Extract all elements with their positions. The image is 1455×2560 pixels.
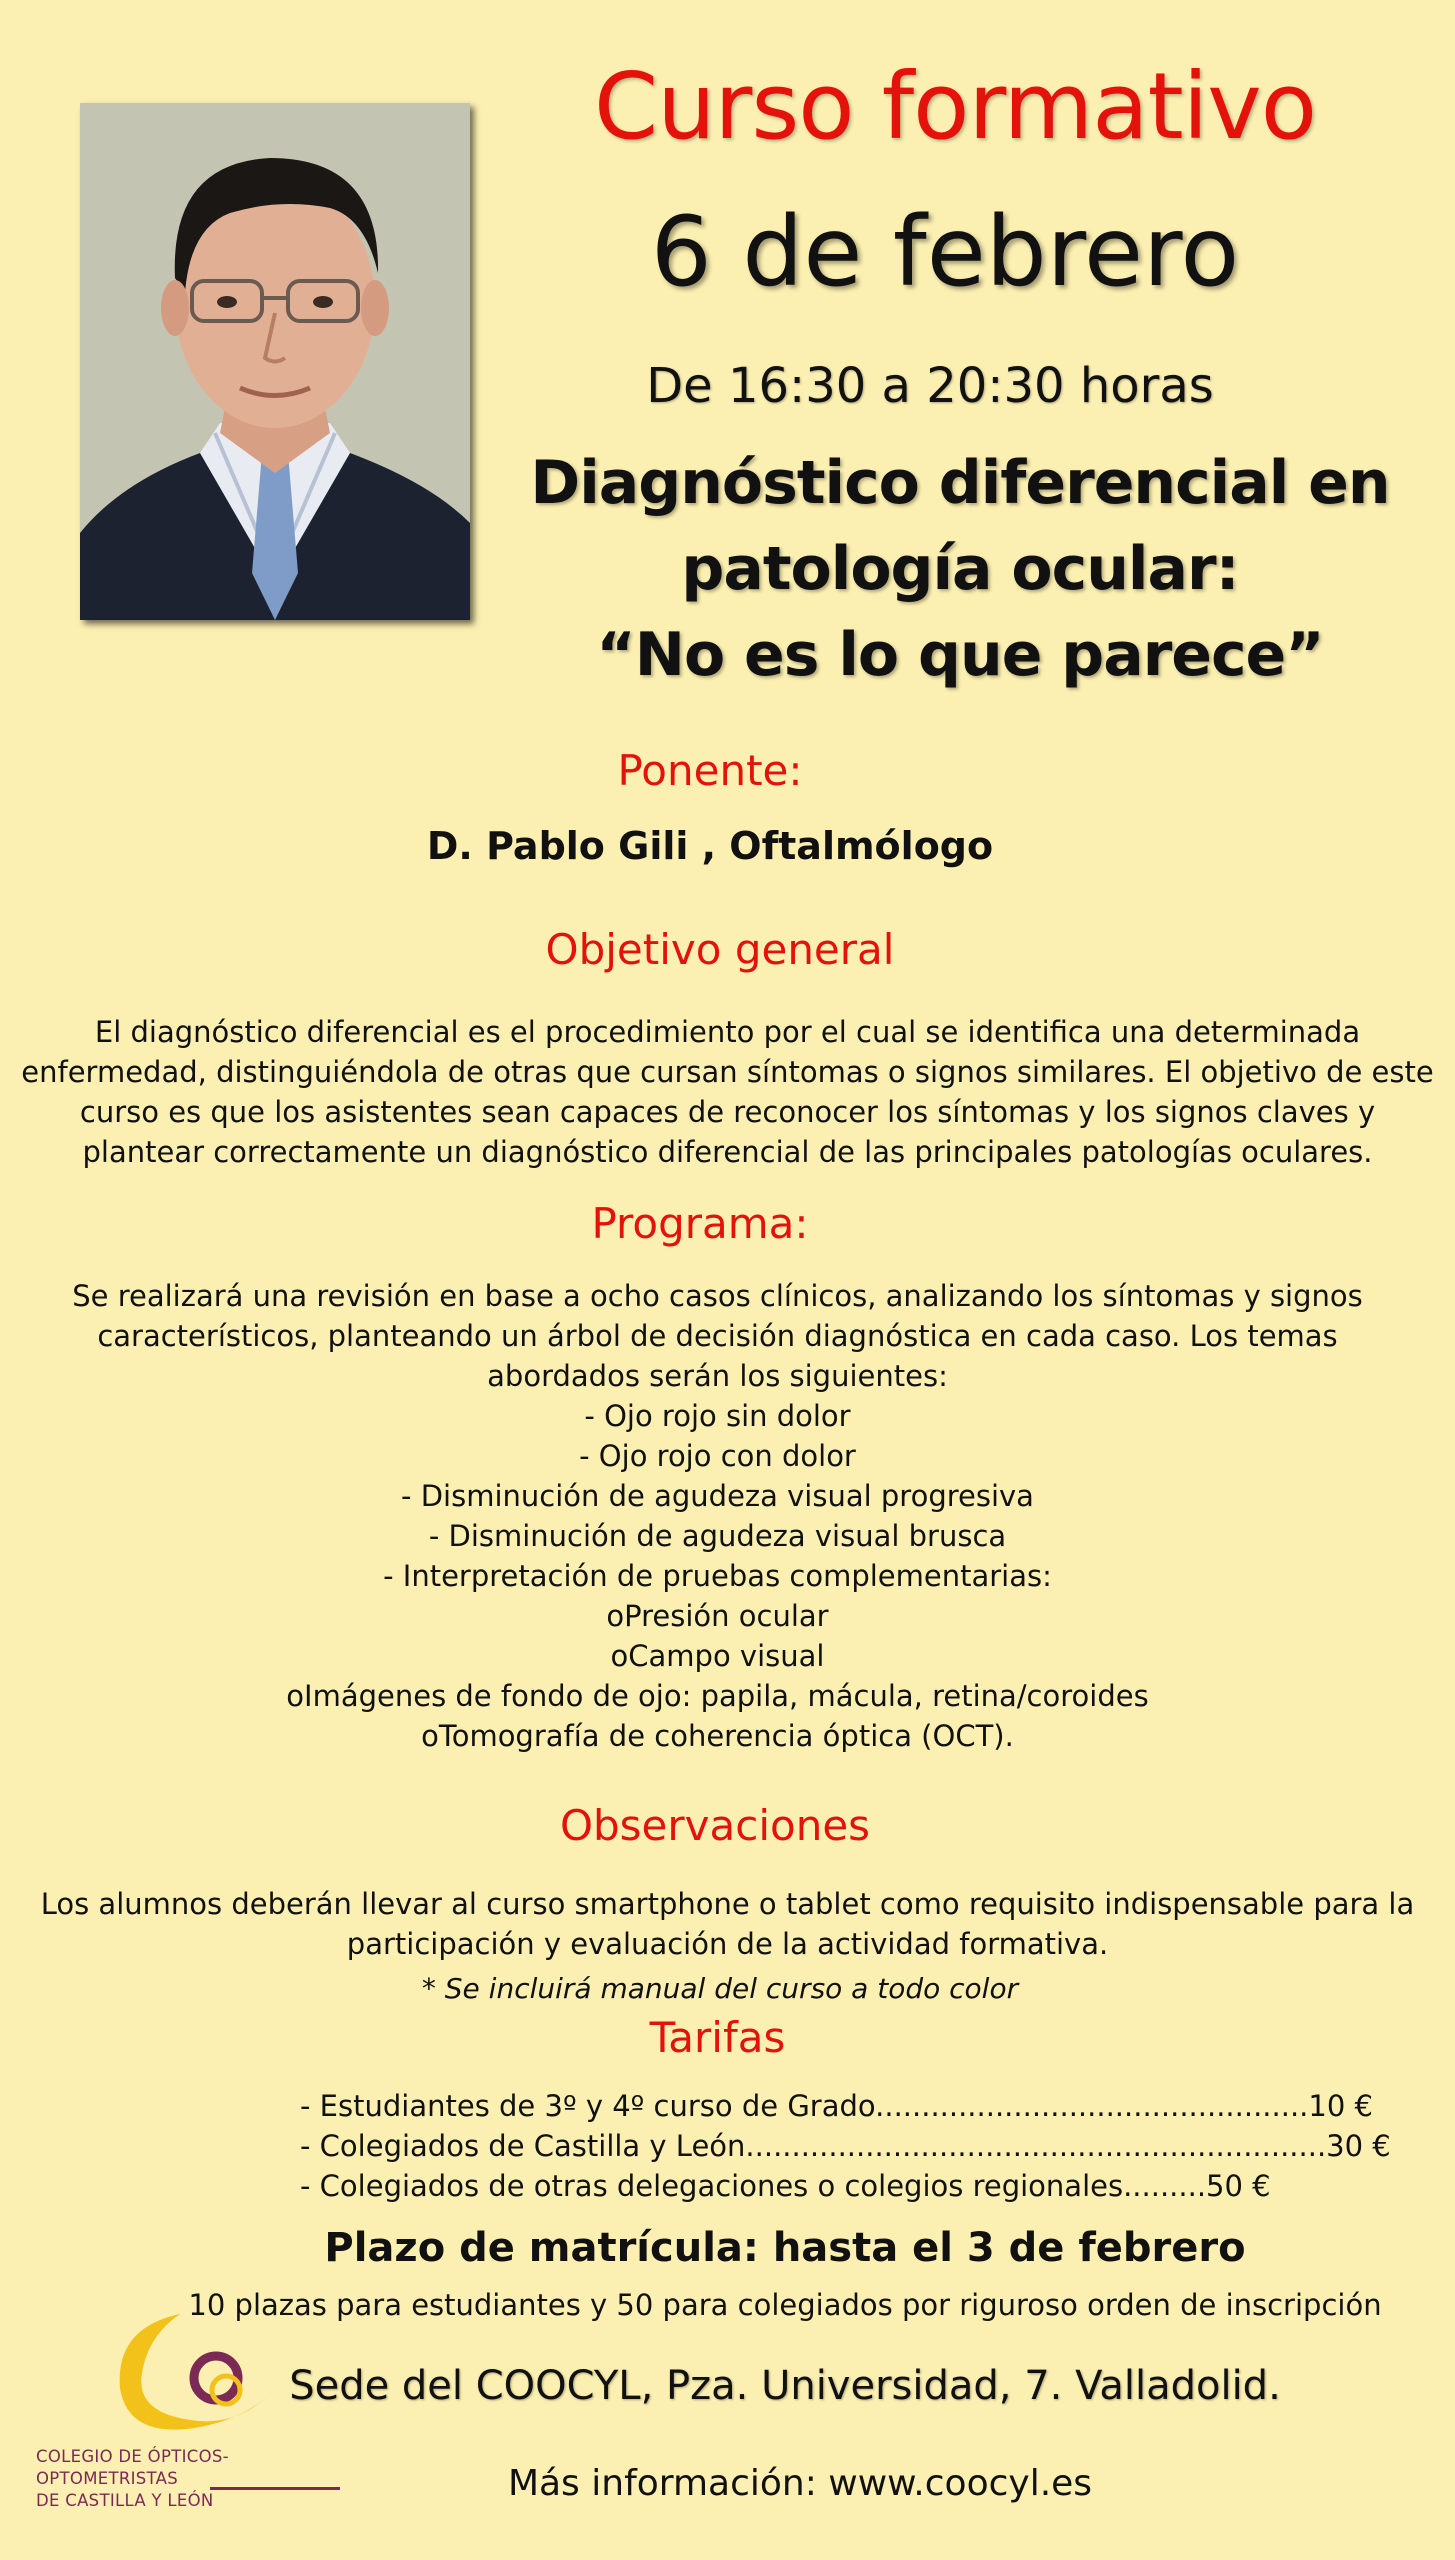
course-title-line: patología ocular: xyxy=(681,534,1239,604)
sede-address: Sede del COOCYL, Pza. Universidad, 7. Valladolid. xyxy=(289,2363,1281,2409)
programa-heading: Programa: xyxy=(591,1199,809,1248)
programa-item: - Ojo rojo sin dolor xyxy=(584,1399,851,1433)
ponente-heading: Ponente: xyxy=(617,746,803,795)
plazas-info: 10 plazas para estudiantes y 50 para colegiados por riguroso orden de inscripción xyxy=(188,2288,1382,2322)
programa-subitem: oTomografía de coherencia óptica (OCT). xyxy=(421,1719,1014,1753)
course-hours: De 16:30 a 20:30 horas xyxy=(646,358,1214,414)
tarifa-row: - Estudiantes de 3º y 4º curso de Grado...............................................10 € xyxy=(300,2089,1373,2123)
tarifa-row: - Colegiados de Castilla y León...............................................................30 € xyxy=(300,2129,1391,2163)
observaciones-heading: Observaciones xyxy=(559,1801,871,1850)
programa-item: - Disminución de agudeza visual brusca xyxy=(428,1519,1007,1553)
logo-text-line: COLEGIO DE ÓPTICOS-OPTOMETRISTAS xyxy=(36,2447,229,2488)
course-title-line: Diagnóstico diferencial en xyxy=(530,448,1390,518)
course-title-line: “No es lo que parece” xyxy=(596,620,1324,690)
tarifa-row: - Colegiados de otras delegaciones o colegios regionales.........50 € xyxy=(300,2169,1271,2203)
ponente-name: D. Pablo Gili , Oftalmólogo xyxy=(426,824,994,868)
programa-intro: Se realizará una revisión en base a ocho casos clínicos, analizando los síntomas y signos característicos, planteando un árbol de decisión diagnóstica en cada caso. Los temas abordados serán los siguientes: xyxy=(72,1279,1363,1393)
programa-subitem: oPresión ocular xyxy=(606,1599,829,1633)
course-date: 6 de febrero xyxy=(650,196,1240,308)
observaciones-note: * Se incluirá manual del curso a todo color xyxy=(421,1972,1019,2005)
logo-text xyxy=(36,2446,356,2512)
programa-item: - Disminución de agudeza visual progresiva xyxy=(401,1479,1034,1513)
programa-subitem: oImágenes de fondo de ojo: papila, mácula, retina/coroides xyxy=(286,1679,1149,1713)
coocyl-logo-icon xyxy=(30,2308,370,2448)
more-info-link[interactable]: Más información: www.coocyl.es xyxy=(507,2463,1093,2504)
objetivo-text: El diagnóstico diferencial es el procedimiento por el cual se identifica una determinada enfermedad, distinguiéndola de otras que cursan síntomas o signos similares. El objetivo de este curso es que los asistentes sean capaces de reconocer los síntomas y los signos claves y plantear correctamente un diagnóstico diferencial de las principales patologías oculares. xyxy=(21,1015,1434,1169)
page-title: Curso formativo xyxy=(593,53,1317,160)
speaker-photo xyxy=(80,103,470,620)
course-title xyxy=(500,440,1420,698)
logo-underline xyxy=(210,2487,340,2490)
tarifas-list xyxy=(300,2086,1391,2206)
programa-section xyxy=(20,1276,1415,1756)
programa-subitem: oCampo visual xyxy=(610,1639,825,1673)
programa-item: - Ojo rojo con dolor xyxy=(579,1439,856,1473)
speaker-portrait-graphic xyxy=(80,103,470,620)
objetivo-heading: Objetivo general xyxy=(545,925,895,974)
tarifas-heading: Tarifas xyxy=(649,2013,786,2062)
plazo-matricula: Plazo de matrícula: hasta el 3 de febrero xyxy=(324,2225,1246,2271)
programa-item: - Interpretación de pruebas complementarias: xyxy=(383,1559,1052,1593)
logo-text-line: DE CASTILLA Y LEÓN xyxy=(36,2491,214,2510)
observaciones-text: Los alumnos deberán llevar al curso smartphone o tablet como requisito indispensable para la participación y evaluación de la actividad formativa. xyxy=(40,1887,1415,1961)
